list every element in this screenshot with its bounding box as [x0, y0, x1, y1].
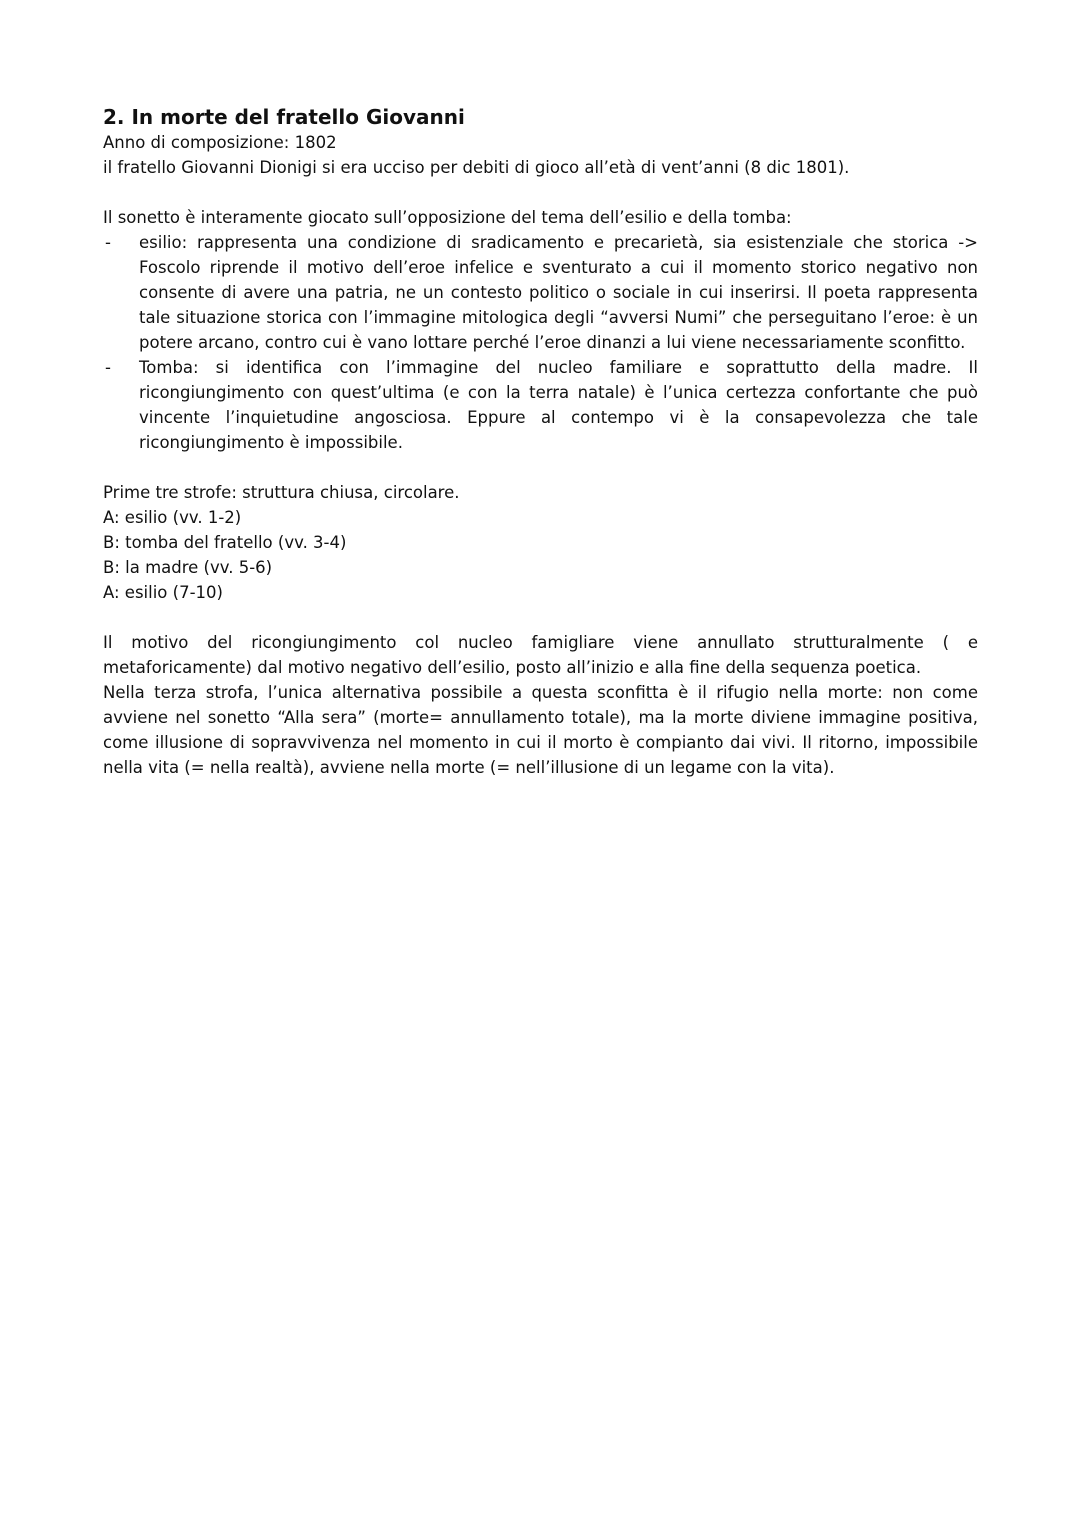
- intro-paragraph: il fratello Giovanni Dionigi si era ucciso per debiti di gioco all’età di vent’anni (8 dic 1801).: [103, 158, 850, 177]
- document-page: [103, 104, 978, 780]
- theme-text: Tomba: si identifica con l’immagine del nucleo familiare e soprattutto della madre. Il ricongiungimento con quest’ultima (e con la terra natale) è l’unica certezza confortante che può vincente l’inquietudine angosciosa. Eppure al contempo vi è la consapevolezza che tale ricongiungimento è impossibile.: [139, 358, 978, 452]
- theme-list: [103, 230, 978, 455]
- structure-item: B: la madre (vv. 5-6): [103, 558, 273, 577]
- structure-scheme: [103, 480, 978, 605]
- bullet-dash: -: [105, 358, 111, 377]
- bullet-dash: -: [105, 233, 111, 252]
- composition-year: Anno di composizione: 1802: [103, 133, 337, 152]
- theme-item-tomba: [103, 355, 978, 455]
- structure-item: B: tomba del fratello (vv. 3-4): [103, 533, 347, 552]
- conclusion-paragraph-2: Nella terza strofa, l’unica alternativa possibile a questa sconfitta è il rifugio nella morte: non come avviene nel sonetto “Alla sera” (morte= annullamento totale), ma la morte diviene immagine positiva, come illusione di sopravvivenza nel momento in cui il morto è compianto dai vivi. Il ritorno, impossibile nella vita (= nella realtà), avviene nella morte (= nell’illusione di un legame con la vita).: [103, 683, 978, 777]
- conclusion-paragraph-1: Il motivo del ricongiungimento col nucleo famigliare viene annullato strutturalmente ( e metaforicamente) dal motivo negativo dell’esilio, posto all’inizio e alla fine della sequenza poetica.: [103, 633, 978, 677]
- structure-item: A: esilio (vv. 1-2): [103, 508, 242, 527]
- structure-item: A: esilio (7-10): [103, 583, 223, 602]
- document-title: 2. In morte del fratello Giovanni: [103, 105, 465, 129]
- sonnet-intro: Il sonetto è interamente giocato sull’opposizione del tema dell’esilio e della tomba:: [103, 208, 792, 227]
- theme-item-esilio: [103, 230, 978, 355]
- structure-heading: Prime tre strofe: struttura chiusa, circolare.: [103, 483, 460, 502]
- theme-text: esilio: rappresenta una condizione di sradicamento e precarietà, sia esistenziale che storica -> Foscolo riprende il motivo dell’eroe infelice e sventurato a cui il momento storico negativo non consente di avere una patria, ne un contesto politico o sociale in cui inserirsi. Il poeta rappresenta tale situazione storica con l’immagine mitologica degli “avversi Numi” che perseguitano l’eroe: è un potere arcano, contro cui è vano lottare perché l’eroe dinanzi a lui viene necessariamente sconfitto.: [139, 233, 978, 352]
